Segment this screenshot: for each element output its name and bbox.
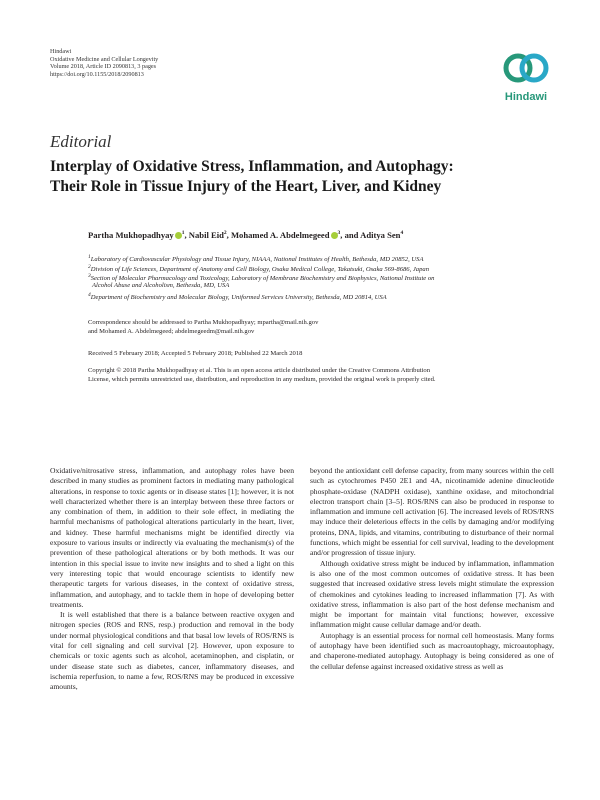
copyright-line: License, which permits unrestricted use, distribution, and reproduction in any medium, provided the original work is properly cited. [88,376,436,383]
author-affiliation-marker: 4 [400,230,404,237]
publisher-name: Hindawi [50,48,72,55]
logo-text: Hindawi [504,91,548,103]
body-paragraph: It is well established that there is a balance between reactive oxygen and nitrogen species (ROS and RNS, resp.) production and removal in the body under normal physiological conditions and that basal low levels of ROS/RNS is vital for cell signaling and cell survival [2]. However, upon exposure to chemicals or toxic agents such as alcohol, acetaminophen, and cisplatin, or under disease state such as diabetes, cancer, inflammatory diseases, and ischemia reperfusion, to name a few, ROS/RNS may be produced in excessive amounts, [50,610,294,692]
article-title [50,157,570,196]
author-affiliation-marker: 3 [337,230,341,237]
body-paragraph: beyond the antioxidant cell defense capacity, from many sources within the cell such as cytochromes P450 2E1 and 4A, nicotinamide adenine dinucleotide phosphate-oxidase (NADPH oxidase), xanthine oxidase, and mitochondrial electron transport chain [3–5]. ROS/RNS can also be produced in response to inflammation and immune cell activation [6]. The increased levels of ROS/RNS may induce their deleterious effects in the cells by damaging and/or modifying proteins, DNA, lipids, and vitamins, contributing to disturbance of their normal functions, which might be essential for cell survival, leading to the development and/or progression of tissue injury. [310,466,554,558]
body-column-right [310,466,554,672]
author-name: Aditya Sen [360,230,401,240]
author-list: Partha Mukhopadhyay $^1$, Nabil Eid$^2$, Mohamed A. Abdelmegeed $^3$, and Aditya Sen$^4$ [88,230,404,240]
body-paragraph: Autophagy is an essential process for normal cell homeostasis. Many forms of autophagy have been identified such as macroautophagy, microautophagy, and chaperone-mediated autophagy. Autophagy is being considered as one of the cellular defense against increased oxidative stress as well as [310,630,554,671]
title-line: Their Role in Tissue Injury of the Heart, Liver, and Kidney [50,177,442,195]
section-label: Editorial [50,132,112,151]
author-affiliation-marker: 1 [181,230,185,237]
journal-header [50,48,158,78]
orcid-icon[interactable] [331,232,338,239]
affiliation: $^1$Laboratory of Cardiovascular Physiology and Tissue Injury, NIAAA, National Institutes of Health, Bethesda, MD 20852, USA [88,254,424,264]
title-line: Interplay of Oxidative Stress, Inflammation, and Autophagy: [50,158,454,175]
article-dates: Received 5 February 2018; Accepted 5 February 2018; Published 22 March 2018 [88,350,303,357]
affiliation: Alcohol Abuse and Alcoholism, Bethesda, MD, USA [92,281,230,289]
correspondence-line: Correspondence should be addressed to Partha Mukhopadhyay; mpartha@mail.nih.gov [88,319,319,326]
affiliation: $^2$Division of Life Sciences, Department of Anatomy and Cell Biology, Osaka Medical College, Takatsuki, Osaka 569-8686, Japan [88,263,429,273]
author-name: Mohamed A. Abdelmegeed [230,230,330,240]
copyright [88,366,558,384]
orcid-icon[interactable] [175,232,182,239]
correspondence [88,318,558,336]
journal-name: Oxidative Medicine and Cellular Longevity [50,55,159,63]
author-name: Partha Mukhopadhyay [88,230,174,240]
body-paragraph: Oxidative/nitrosative stress, inflammation, and autophagy roles have been described in many studies as prominent factors in mediating many pathological alterations, in response to toxic agents or in disease states [1]; however, it is not well characterized whether there is an interplay between these three factors or any combination of them, in addition to their sole effect, in mediating the harmful mechanisms of pathological alterations particularly in the heart, liver, and kidney. These harmful mechanisms might be identified directly via exposure to various insults or indirectly via evaluating the mechanism(s) of the prevention of these pathological alterations or by both methods. It was our intention in this special issue to invite new insights and to shed a light on this very interesting topic that would encourage scientists to identify new therapeutic targets for various diseases, in the context of oxidative stress, inflammation, and autophagy, and to tackle them in hope of developing better treatments. [50,466,294,609]
affiliation: $^4$Department of Biochemistry and Molecular Biology, Uniformed Services University, Bethesda, MD 20814, USA [88,292,387,302]
affiliation: $^3$Section of Molecular Pharmacology and Toxicology, Laboratory of Membrane Biochemistry and Biophysics, National Institute on [88,273,435,283]
doi-link[interactable]: https://doi.org/10.1155/2018/2090813 [50,70,144,78]
correspondence-line: and Mohamed A. Abdelmegeed; abdelmegeedm@mail.nih.gov [88,328,255,335]
copyright-line: Copyright © 2018 Partha Mukhopadhyay et al. This is an open access article distributed under the Creative Commons Attribution [88,367,431,374]
body-paragraph: Although oxidative stress might be induced by inflammation, inflammation is also one of the most common outcomes of oxidative stress. It has been suggested that increased oxidative stress levels might stimulate the expression of chemokines and cytokines leading to increased inflammation [7]. As with oxidative stress, inflammation is also part of the host defense mechanism and might be important for maintain vital functions; however, excessive inflammation might cause cellular damage and/or death. [310,558,554,630]
author-affiliation-marker: 2 [223,230,227,237]
volume-info: Volume 2018, Article ID 2090813, 3 pages [50,63,157,71]
author-name: Nabil Eid [188,230,224,240]
body-column-left [50,466,294,693]
